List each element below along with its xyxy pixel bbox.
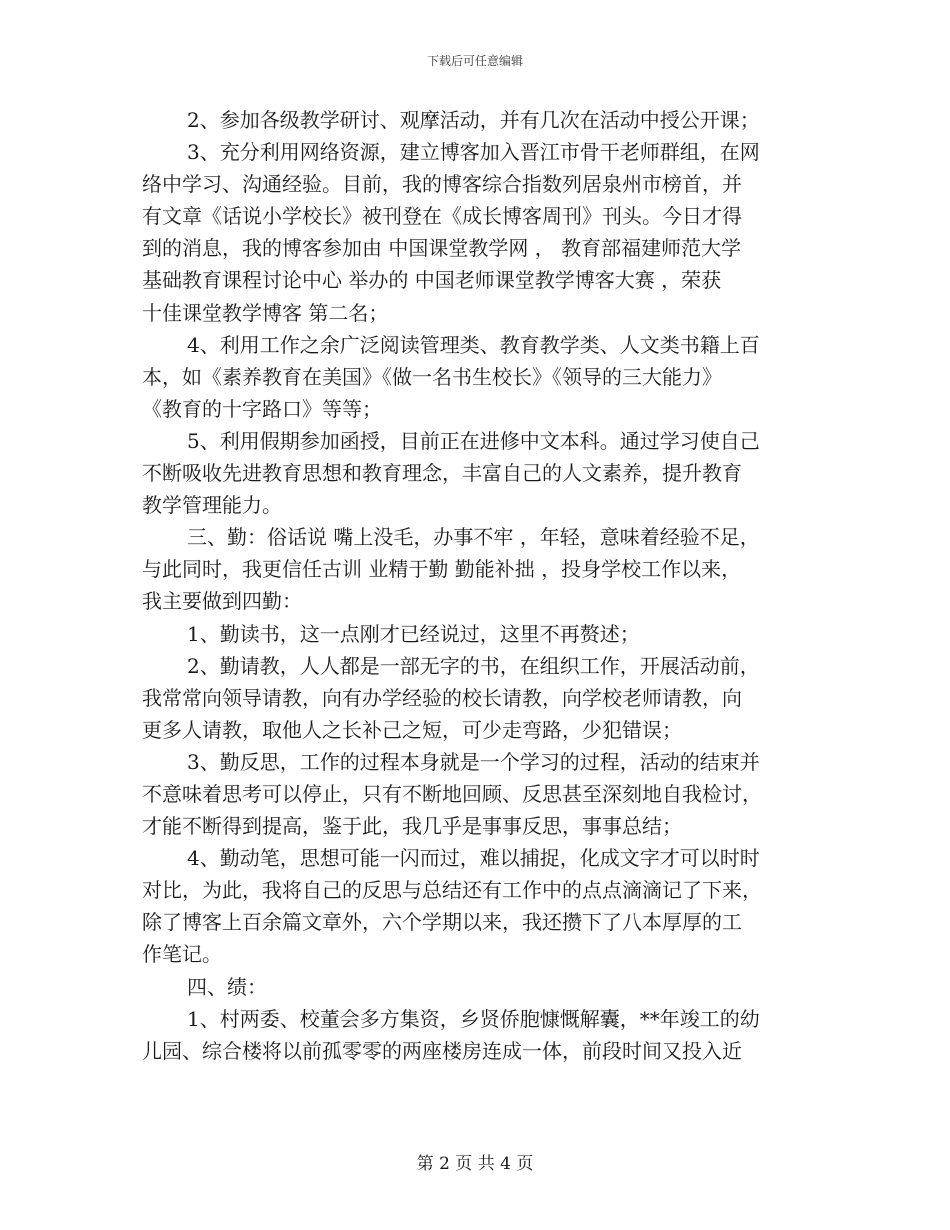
text-line: 4、利用工作之余广泛阅读管理类、教育教学类、人文类书籍上百 (187, 332, 760, 357)
text-line: 本，如《素养教育在美国》《做一名书生校长》《领导的三大能力》 (142, 364, 722, 389)
text-line: 4、勤动笔，思想可能一闪而过，难以捕捉，化成文字才可以时时 (187, 846, 760, 871)
page-header: 下载后可任意编辑 (426, 54, 523, 68)
text-line: 教学管理能力。 (142, 493, 282, 518)
text-line: 1、勤读书，这一点刚才已经说过，这里不再赘述； (187, 621, 640, 646)
text-line: 1、村两委、校董会多方集资，乡贤侨胞慷慨解囊，**年竣工的幼 (187, 1006, 760, 1031)
text-line: 才能不断得到提高，鉴于此，我几乎是事事反思，事事总结； (142, 814, 682, 839)
text-line: 3、充分利用网络资源，建立博客加入晋江市骨干老师群组，在网 (187, 140, 760, 165)
text-line: 四、绩： (187, 974, 267, 999)
text-line: 对比，为此，我将自己的反思与总结还有工作中的点点滴滴记了下来， (142, 878, 762, 903)
text-line: 2、勤请教，人人都是一部无字的书，在组织工作，开展活动前， (187, 653, 760, 678)
text-line: 我常常向领导请教，向有办学经验的校长请教，向学校老师请教，向 (142, 685, 742, 710)
text-line: 与此同时，我更信任古训 业精于勤 勤能补拙 ，投身学校工作以来， (142, 557, 742, 582)
document-body (142, 104, 822, 1067)
text-line: 除了博客上百余篇文章外，六个学期以来，我还攒下了八本厚厚的工 (142, 910, 742, 935)
text-line: 络中学习、沟通经验。目前，我的博客综合指数列居泉州市榜首，并 (142, 172, 742, 197)
text-line: 不意味着思考可以停止，只有不断地回顾、反思甚至深刻地自我检讨， (142, 781, 762, 806)
text-line: 有文章《话说小学校长》被刊登在《成长博客周刊》刊头。今日才得 (142, 204, 742, 229)
text-line: 儿园、综合楼将以前孤零零的两座楼房连成一体，前段时间又投入近 (142, 1038, 742, 1063)
page-number: 第 2 页 共 4 页 (416, 1154, 534, 1174)
text-line: 不断吸收先进教育思想和教育理念，丰富自己的人文素养，提升教育 (142, 461, 742, 486)
text-line: 3、勤反思，工作的过程本身就是一个学习的过程，活动的结束并 (187, 749, 760, 774)
text-line: 《教育的十字路口》等等； (142, 396, 382, 421)
text-line: 十佳课堂教学博客 第二名； (142, 300, 389, 325)
text-line: 三、勤：俗话说 嘴上没毛，办事不牢 ，年轻，意味着经验不足， (187, 525, 760, 550)
text-line: 5、利用假期参加函授，目前正在进修中文本科。通过学习使自己 (187, 428, 760, 453)
text-line: 到的消息，我的博客参加由 中国课堂教学网 ， 教育部福建师范大学 (142, 236, 742, 261)
text-line: 作笔记。 (142, 942, 222, 967)
text-line: 基础教育课程讨论中心 举办的 中国老师课堂教学博客大赛 ，荣获 (142, 268, 722, 293)
text-line: 2、参加各级教学研讨、观摩活动，并有几次在活动中授公开课； (187, 108, 760, 132)
text-line: 更多人请教，取他人之长补己之短，可少走弯路，少犯错误； (142, 717, 682, 742)
text-line: 我主要做到四勤： (142, 589, 302, 614)
